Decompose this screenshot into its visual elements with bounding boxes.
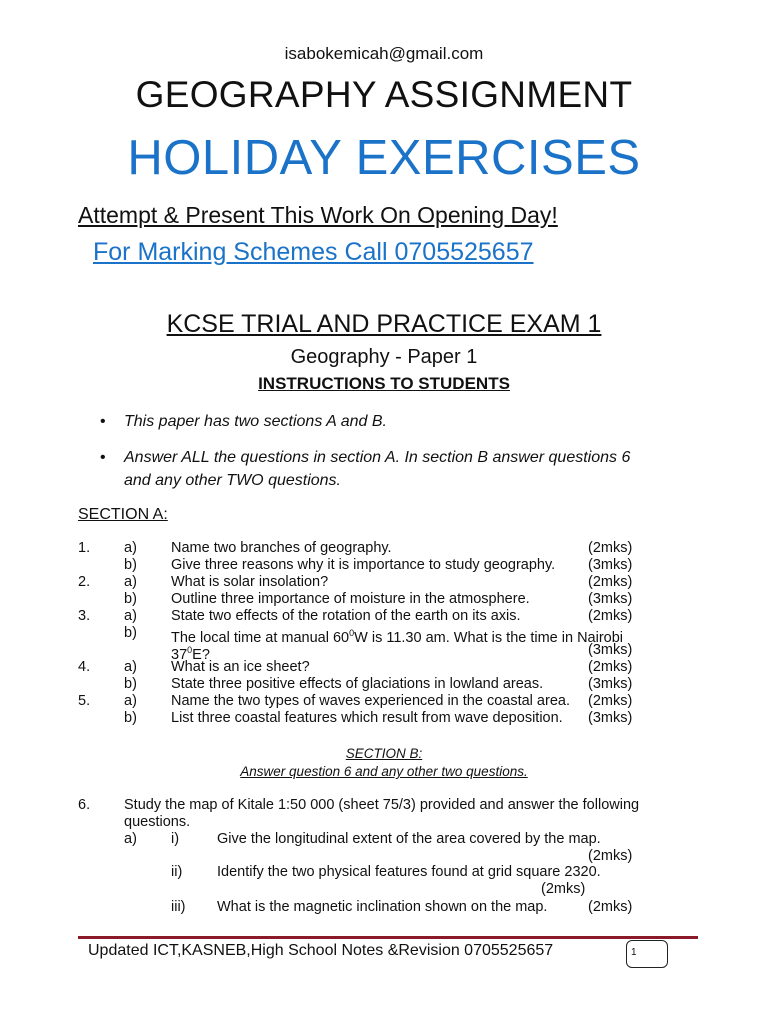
question-text-part: Name the two types of waves experienced in the coastal area. (171, 693, 570, 709)
question-marks: (3mks) (588, 642, 633, 658)
question-text (171, 591, 641, 608)
section-b-instruction: Answer question 6 and any other two questions. (240, 764, 528, 779)
section-b-heading: SECTION B: (345, 746, 423, 761)
question-text-part: What is an ice sheet? (171, 659, 310, 675)
question-marks: (3mks) (588, 710, 633, 726)
question-number: 3. (78, 608, 91, 624)
question-marks: (2mks) (588, 693, 633, 709)
question-marks: (3mks) (588, 557, 633, 573)
question-text (171, 540, 641, 557)
question-text (171, 710, 641, 727)
question-part-letter: a) (124, 693, 137, 709)
instruction-text: Answer ALL the questions in section A. In section B answer questions 6 and any other TWO questions. (124, 449, 631, 489)
subpart-roman: ii) (171, 864, 183, 880)
question-marks: (2mks) (588, 659, 633, 675)
instruction-item (100, 410, 660, 433)
question-number: 2. (78, 574, 91, 590)
subpart-text: Identify the two physical features found at grid square 2320. (217, 864, 601, 880)
assignment-title: GEOGRAPHY ASSIGNMENT (135, 74, 633, 115)
question-number: 5. (78, 693, 91, 709)
question-text-part: Give three reasons why it is importance to study geography. (171, 557, 556, 573)
question-text-part: Name two branches of geography. (171, 540, 392, 556)
question-text-part: What is solar insolation? (171, 574, 329, 590)
email-address: isabokemicah@gmail.com (284, 44, 484, 63)
instruction-item (100, 446, 660, 492)
instruction-text: This paper has two sections A and B. (124, 413, 387, 430)
bullet-icon: • (100, 449, 106, 466)
footer-text: Updated ICT,KASNEB,High School Notes &Revision 0705525657 (88, 942, 554, 959)
question-part-letter: a) (124, 659, 137, 675)
question-text (171, 557, 641, 574)
question-marks: (2mks) (588, 608, 633, 624)
question-number: 4. (78, 659, 91, 675)
page-number-box (626, 940, 668, 968)
question-part-letter: b) (124, 557, 137, 573)
question-text-part: W is 11.30 am. What is the time in Nairobi (354, 629, 624, 646)
degree-superscript: 0 (349, 628, 355, 638)
section-a-heading: SECTION A: (78, 506, 168, 523)
paper-title: Geography - Paper 1 (290, 346, 478, 368)
question-part-letter: b) (124, 676, 137, 692)
question-part-letter: b) (124, 710, 137, 726)
subpart-marks: (2mks) (541, 881, 586, 897)
subpart-marks: (2mks) (588, 848, 633, 864)
subpart-roman: iii) (171, 899, 186, 915)
question-text: Study the map of Kitale 1:50 000 (sheet 75/3) provided and answer the following (124, 797, 640, 813)
question-text-part: List three coastal features which result from wave deposition. (171, 710, 563, 726)
question-text (171, 676, 641, 693)
question-text-part: State three positive effects of glaciations in lowland areas. (171, 676, 544, 692)
question-text (171, 693, 641, 710)
question-marks: (3mks) (588, 676, 633, 692)
question-part-letter: a) (124, 831, 137, 847)
degree-superscript: 0 (187, 645, 193, 655)
question-marks: (2mks) (588, 574, 633, 590)
instructions-heading: INSTRUCTIONS TO STUDENTS (258, 374, 510, 393)
question-text (171, 574, 641, 591)
subpart-text: What is the magnetic inclination shown on the map. (217, 899, 548, 915)
question-text-part: The local time at manual 60 (171, 629, 350, 646)
question-part-letter: b) (124, 625, 137, 641)
question-text-continued: questions. (124, 814, 191, 830)
question-part-letter: a) (124, 608, 137, 624)
question-marks: (3mks) (588, 591, 633, 607)
question-part-letter: a) (124, 574, 137, 590)
question-text-part: 37 (171, 646, 188, 663)
subpart-marks: (2mks) (588, 899, 633, 915)
attempt-notice: Attempt & Present This Work On Opening Day! (78, 202, 558, 228)
question-text-part: Outline three importance of moisture in the atmosphere. (171, 591, 530, 607)
question-text (171, 659, 641, 676)
question-part-letter: a) (124, 540, 137, 556)
footer-rule (78, 936, 698, 939)
question-text (171, 608, 641, 625)
marking-scheme-link[interactable]: For Marking Schemes Call 0705525657 (93, 238, 534, 266)
bullet-icon: • (100, 413, 106, 430)
page-number: 1 (631, 947, 637, 958)
question-marks: (2mks) (588, 540, 633, 556)
subpart-roman: i) (171, 831, 180, 847)
subpart-text: Give the longitudinal extent of the area covered by the map. (217, 831, 601, 847)
question-text-part: State two effects of the rotation of the earth on its axis. (171, 608, 521, 624)
question-number: 6. (78, 797, 91, 813)
holiday-exercises-title: HOLIDAY EXERCISES (127, 131, 641, 185)
exam-title: KCSE TRIAL AND PRACTICE EXAM 1 (166, 310, 602, 338)
question-number: 1. (78, 540, 91, 556)
question-text-part: E? (192, 646, 210, 663)
question-part-letter: b) (124, 591, 137, 607)
